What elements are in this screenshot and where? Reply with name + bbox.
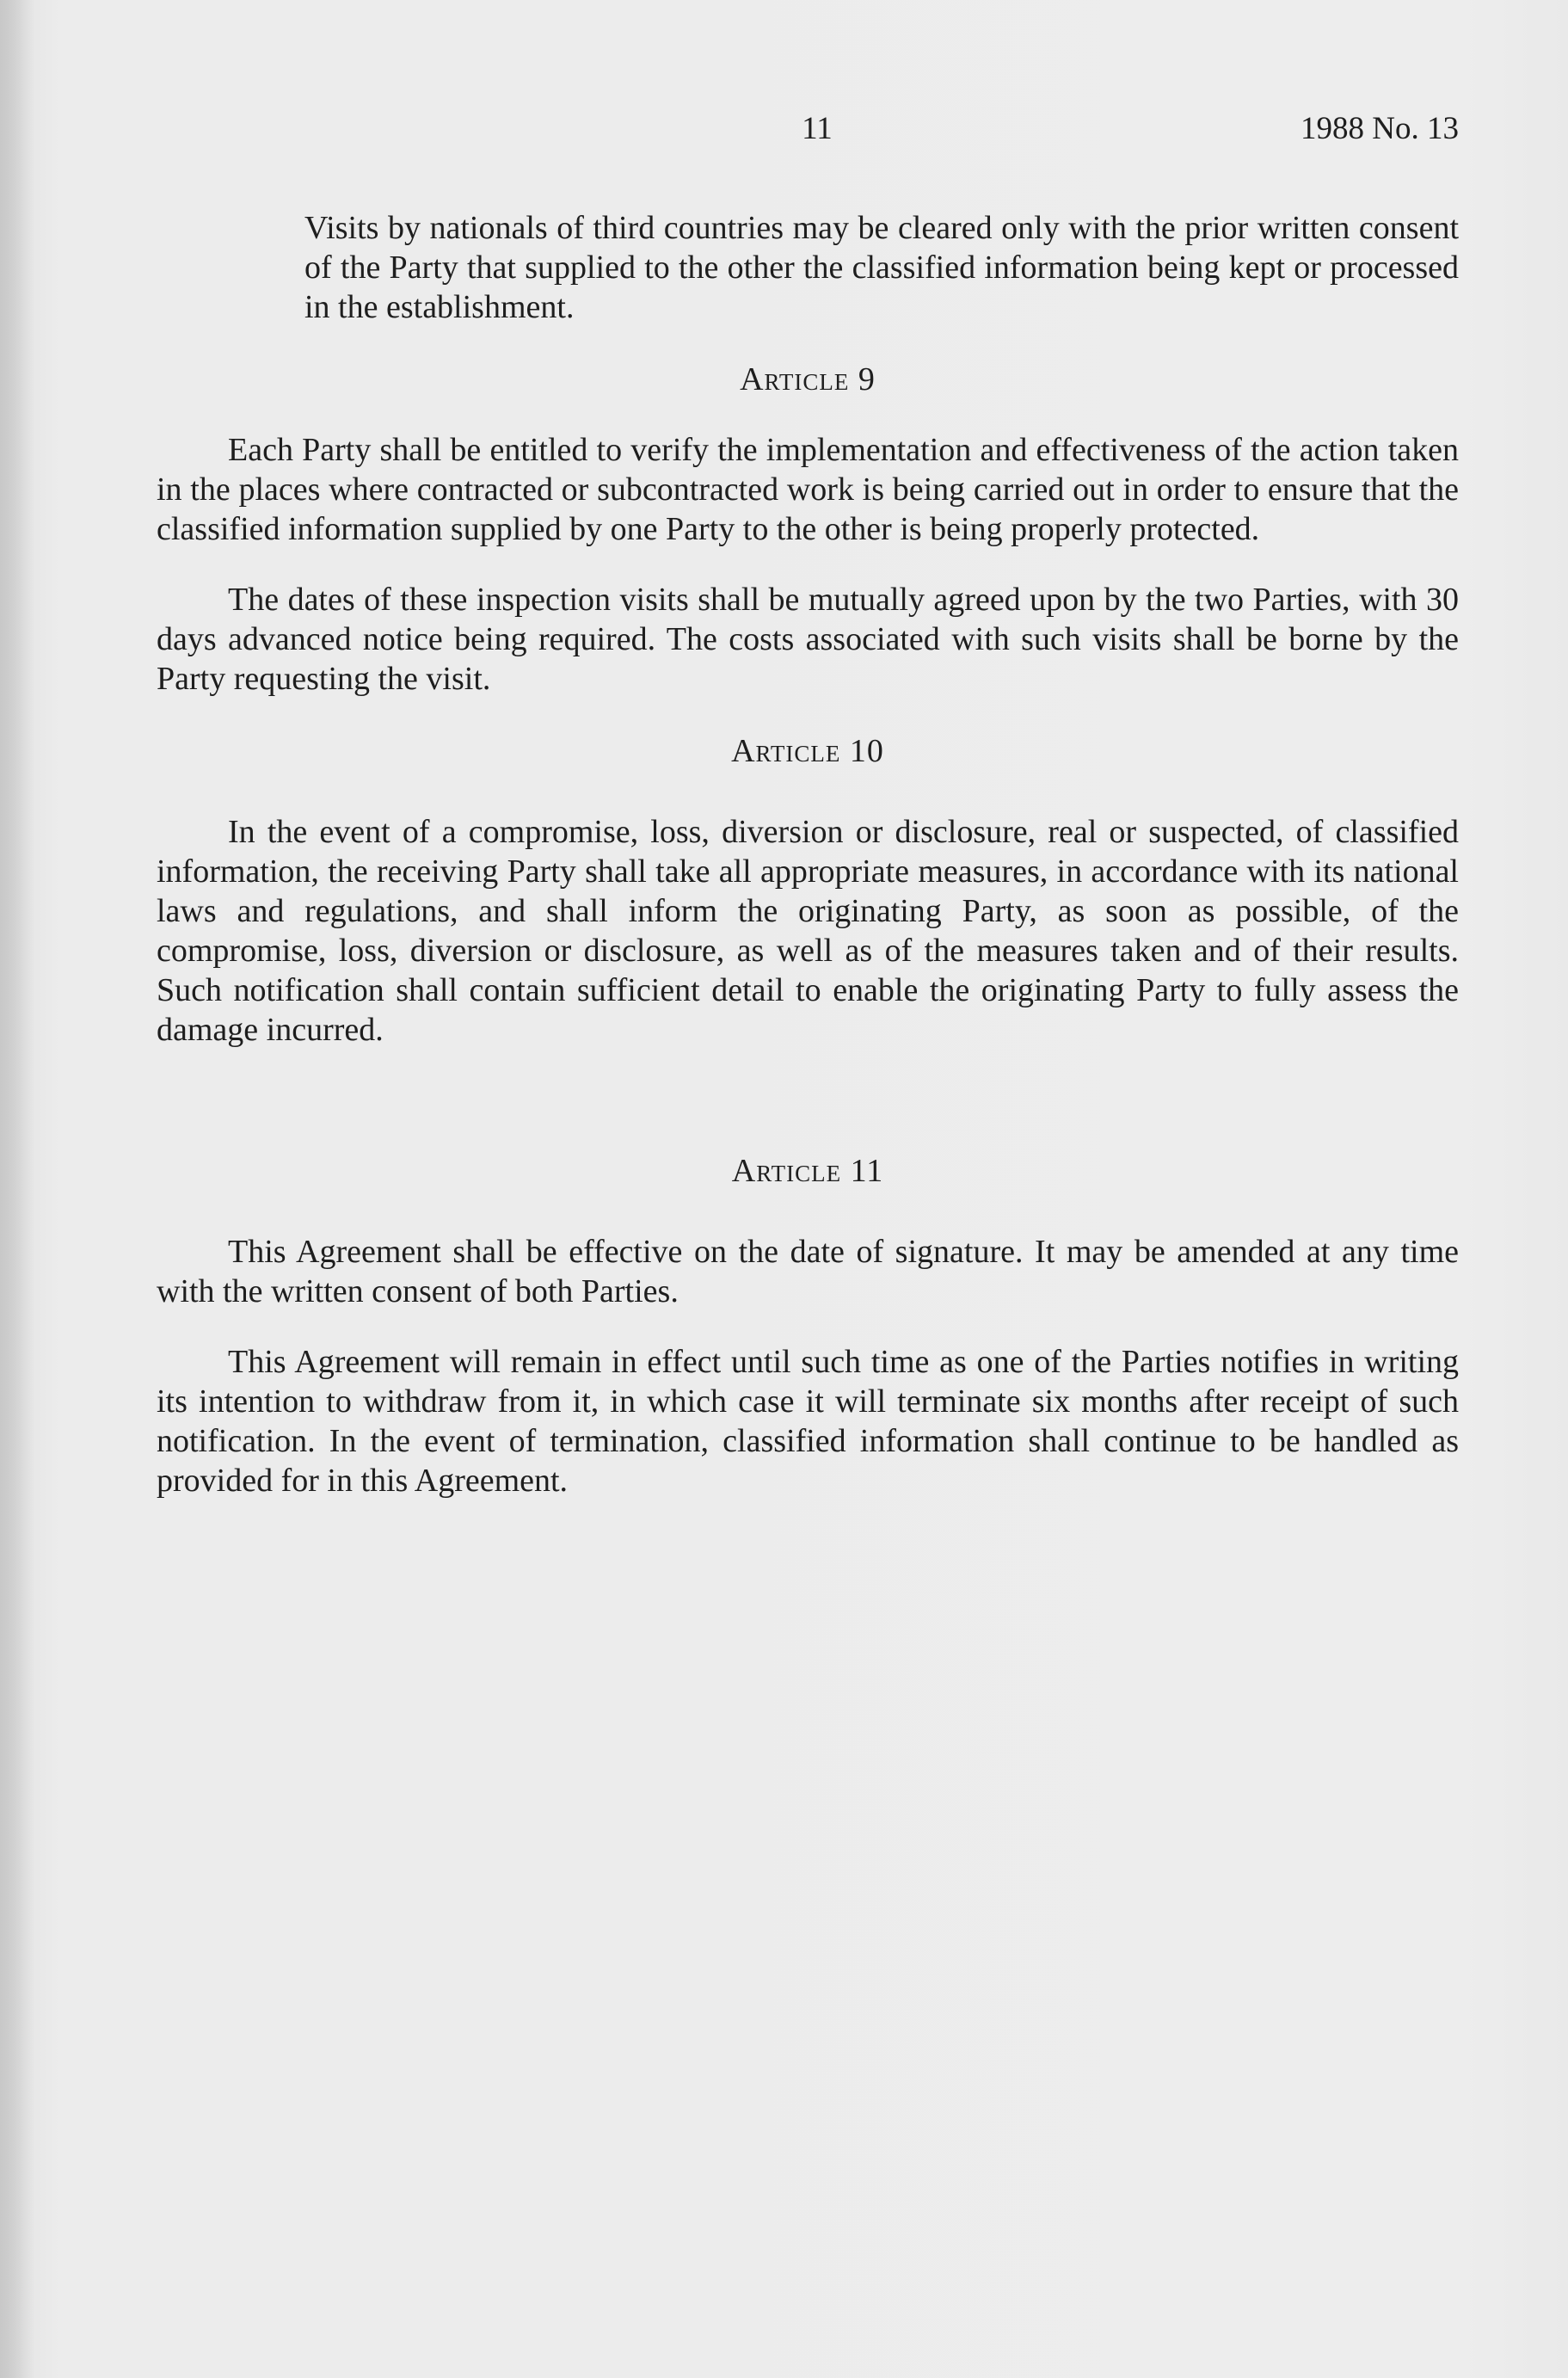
article-11-paragraph-2: This Agreement will remain in effect until such time as one of the Parties notifies in writing its intention to withdraw from it, in which case it will terminate six months after receipt of such notification. In the event of termination, classified information shall continue to be handled as provided for in this Agreement.: [157, 1344, 1459, 1499]
article-9-paragraph-1: Each Party shall be entitled to verify the implementation and effectiveness of the action taken in the places where contracted or subcontracted work is being carried out in order to ensure that the classified information supplied by one Party to the other is being properly protected.: [157, 432, 1459, 547]
article-10-heading: Article 10: [731, 733, 884, 769]
page-number: 11: [802, 111, 833, 146]
article-10-paragraph-1: In the event of a compromise, loss, diversion or disclosure, real or suspected, of classified information, the receiving Party shall take all appropriate measures, in accordance with its national laws and regulations, and shall inform the originating Party, as soon as possible, of the compromise, loss, diversion or disclosure, as well as of the measures taken and of their results. Such notification shall contain sufficient detail to enable the originating Party to fully assess the damage incurred.: [157, 814, 1459, 1048]
article-11-heading: Article 11: [731, 1153, 884, 1189]
article-9-paragraph-2: The dates of these inspection visits shall be mutually agreed upon by the two Parties, with 30 days advanced notice being required. The costs associated with such visits shall be borne by the Party requesting the visit.: [157, 582, 1459, 697]
intro-paragraph: Visits by nationals of third countries may be cleared only with the prior written consent of the Party that supplied to the other the classified information being kept or processed in the establishment.: [304, 210, 1459, 325]
article-11-paragraph-1: This Agreement shall be effective on the date of signature. It may be amended at any time with the written consent of both Parties.: [157, 1234, 1459, 1309]
intro-block: [304, 208, 1459, 327]
running-head: 1988 No. 13: [1301, 111, 1459, 146]
document-body: [157, 208, 1459, 1500]
article-9-heading: Article 9: [740, 361, 876, 397]
page-binding-shadow: [0, 0, 34, 2378]
